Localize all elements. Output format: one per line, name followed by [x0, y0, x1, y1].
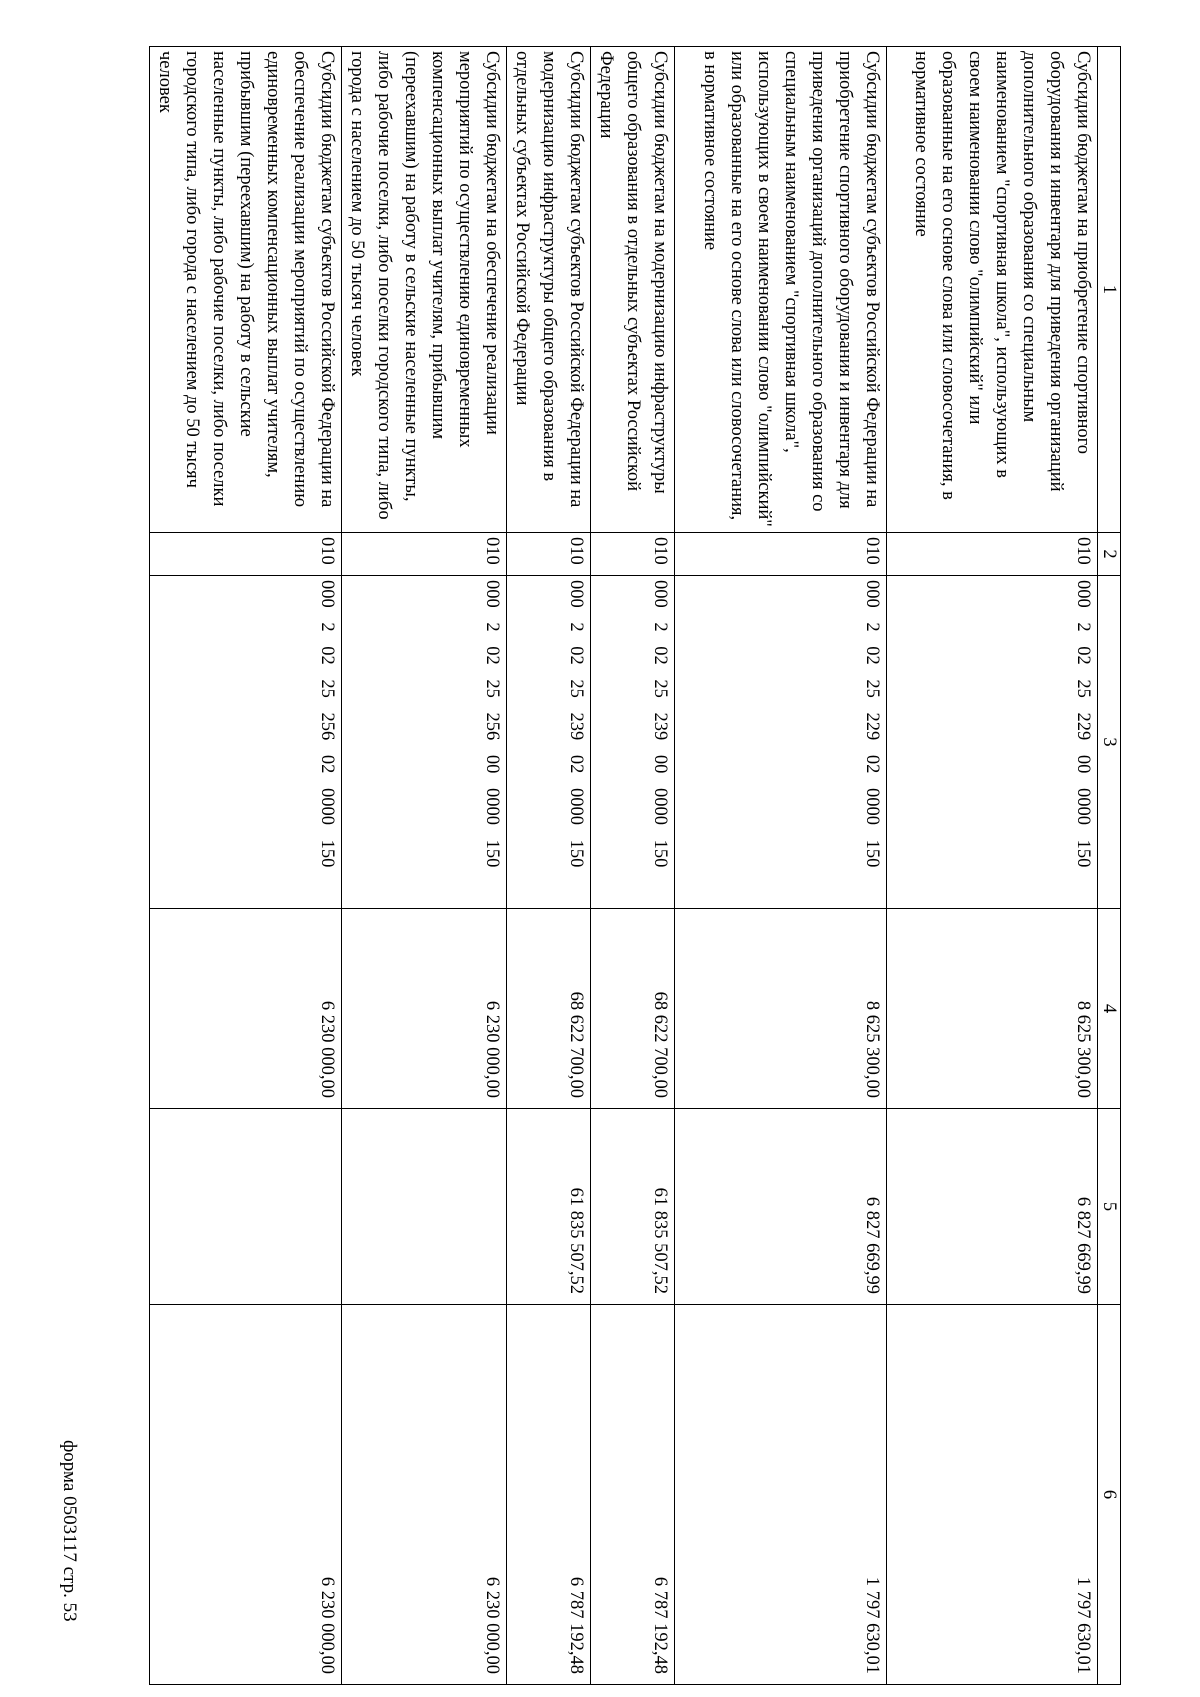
row-name: Субсидии бюджетам на обеспечение реализации мероприятий по осуществлению единовременных компенсационных выплат учителям, прибывшим (переехавшим) на работу в сельские населенные пункты, либо рабочие поселки, либо поселки городского типа, либо города с населением до 50 тысяч человек — [342, 47, 507, 533]
row-line-code: 010 — [507, 533, 591, 576]
row-unexecuted: 6 230 000,00 — [150, 1305, 342, 1685]
row-budget-code: 000 2 02 25 239 00 0000 150 — [591, 576, 675, 909]
row-executed: 6 827 669,99 — [887, 1109, 1098, 1305]
row-unexecuted: 6 787 192,48 — [591, 1305, 675, 1685]
row-line-code: 010 — [342, 533, 507, 576]
table-row — [342, 47, 507, 1685]
column-header-1: 1 — [1098, 47, 1121, 533]
row-approved: 8 625 300,00 — [887, 909, 1098, 1109]
column-header-2: 2 — [1098, 533, 1121, 576]
table-row — [150, 47, 342, 1685]
row-name: Субсидии бюджетам субъектов Российской Федерации на обеспечение реализации мероприятий по осуществлению единовременных компенсационных выплат учителям, прибывшим (переехавшим) на работу в сельские населенные пункты, либо рабочие поселки, либо поселки городского типа, либо города с населением до 50 тысяч человек — [150, 47, 342, 533]
row-name: Субсидии бюджетам на приобретение спортивного оборудования и инвентаря для приведения организаций дополнительного образования со специальным наименованием "спортивная школа", использующих в своем наименовании слово "олимпийский" или образованные на его основе слова или словосочетания, в нормативное состояние — [887, 47, 1098, 533]
table-row — [507, 47, 591, 1685]
row-budget-code: 000 2 02 25 239 02 0000 150 — [507, 576, 591, 909]
row-budget-code: 000 2 02 25 229 02 0000 150 — [675, 576, 887, 909]
row-line-code: 010 — [591, 533, 675, 576]
row-line-code: 010 — [150, 533, 342, 576]
row-line-code: 010 — [887, 533, 1098, 576]
row-name: Субсидии бюджетам на модернизацию инфраструктуры общего образования в отдельных субъектах Российской Федерации — [591, 47, 675, 533]
column-header-5: 5 — [1098, 1109, 1121, 1305]
column-header-4: 4 — [1098, 909, 1121, 1109]
row-approved: 68 622 700,00 — [591, 909, 675, 1109]
row-budget-code: 000 2 02 25 256 02 0000 150 — [150, 576, 342, 909]
row-unexecuted: 1 797 630,01 — [675, 1305, 887, 1685]
form-number-label: форма 0503117 стр. 53 — [59, 1440, 80, 1622]
column-header-6: 6 — [1098, 1305, 1121, 1685]
row-executed: 61 835 507,52 — [507, 1109, 591, 1305]
table-row — [887, 47, 1098, 1685]
row-approved: 8 625 300,00 — [675, 909, 887, 1109]
row-approved: 6 230 000,00 — [342, 909, 507, 1109]
row-budget-code: 000 2 02 25 256 00 0000 150 — [342, 576, 507, 909]
row-executed: 6 827 669,99 — [675, 1109, 887, 1305]
table-row — [675, 47, 887, 1685]
row-budget-code: 000 2 02 25 229 00 0000 150 — [887, 576, 1098, 909]
row-line-code: 010 — [675, 533, 887, 576]
row-unexecuted: 6 230 000,00 — [342, 1305, 507, 1685]
row-approved: 6 230 000,00 — [150, 909, 342, 1109]
table-row — [591, 47, 675, 1685]
column-number-row — [1098, 47, 1121, 1685]
row-executed — [150, 1109, 342, 1305]
row-name: Субсидии бюджетам субъектов Российской Федерации на модернизацию инфраструктуры общего образования в отдельных субъектах Российской Федерации — [507, 47, 591, 533]
column-header-3: 3 — [1098, 576, 1121, 909]
revenue-table — [149, 46, 1121, 1685]
row-unexecuted: 1 797 630,01 — [887, 1305, 1098, 1685]
row-approved: 68 622 700,00 — [507, 909, 591, 1109]
row-name: Субсидии бюджетам субъектов Российской Федерации на приобретение спортивного оборудования и инвентаря для приведения организаций дополнительного образования со специальным наименованием "спортивная школа", использующих в своем наименовании слово "олимпийский" или образованные на его основе слова или словосочетания, в нормативное состояние — [675, 47, 887, 533]
row-unexecuted: 6 787 192,48 — [507, 1305, 591, 1685]
row-executed — [342, 1109, 507, 1305]
row-executed: 61 835 507,52 — [591, 1109, 675, 1305]
